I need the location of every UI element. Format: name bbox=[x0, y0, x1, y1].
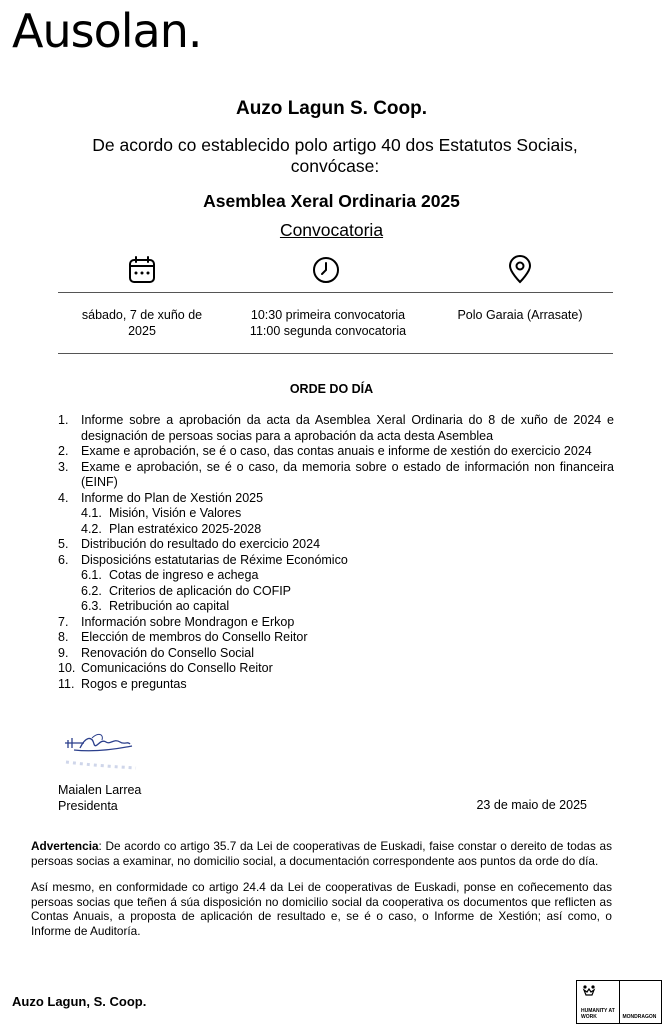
agenda-subitem: 6.2. Criterios de aplicación do COFIP bbox=[81, 583, 292, 598]
agenda-item: 5. Distribución do resultado do exercicio 2024 bbox=[58, 537, 321, 551]
warning-label: Advertencia bbox=[31, 839, 99, 853]
signatory-role: Presidenta bbox=[58, 799, 118, 813]
event-place: Polo Garaia (Arrasate) bbox=[457, 308, 583, 322]
agenda-subitem: 6.1. Cotas de ingreso e achega bbox=[81, 568, 259, 582]
agenda-item: 8. Elección de membros do Consello Reitor bbox=[58, 630, 308, 644]
warning-text: : De acordo co artigo 35.7 da Lei de cooperativas de Euskadi, faise constar o dereito de todas as persoas socias a examinar, no domicilio social, a documentación correspondente aos puntos da orde do día. bbox=[31, 839, 612, 868]
intro-text: De acordo co establecido polo artigo 40 dos Estatutos Sociais, convócase: bbox=[92, 135, 578, 176]
clock-icon bbox=[311, 255, 341, 285]
agenda-item: 7. Información sobre Mondragon e Erkop bbox=[58, 614, 295, 629]
organization-title: Auzo Lagun S. Coop. bbox=[235, 98, 428, 119]
agenda-subitem: 4.1. Misión, Visión e Valores bbox=[81, 506, 242, 520]
humanity-at-work-badge bbox=[577, 981, 619, 1023]
agenda-item: 9. Renovación do Consello Social bbox=[58, 645, 255, 660]
humanity-at-work-text: HUMANITY AT WORK bbox=[581, 1008, 615, 1020]
location-pin-icon bbox=[505, 255, 535, 285]
divider-bottom bbox=[58, 353, 613, 354]
footer-badges bbox=[576, 980, 662, 1024]
agenda-item: 4. Informe do Plan de Xestión 2025 bbox=[58, 490, 264, 505]
signatory-name: Maialen Larrea bbox=[58, 783, 142, 797]
legal-notes bbox=[31, 839, 612, 950]
ausolan-logo: Ausolan. bbox=[12, 4, 202, 58]
assembly-title: Asemblea Xeral Ordinaria 2025 bbox=[203, 191, 460, 211]
documents-paragraph: Así mesmo, en conformidade co artigo 24.4 da Lei de cooperativas de Euskadi, ponse en coñecemento das persoas socias que teñen á súa disposición no domicilio social da cooperativa os documentos que reflicten as Contas Anuais, a proposta de aplicación de resultado e, se é o caso, o Informe de Xestión; así como, o Informe de Auditoría. bbox=[31, 880, 612, 938]
time-second: 11:00 segunda convocatoria bbox=[249, 323, 407, 338]
agenda-item: 1. Informe sobre a aprobación da acta da Asemblea Xeral Ordinaria do 8 de xuño de 2024 e designación de persoas socias para a aprobación da acta desta Asemblea bbox=[58, 413, 614, 443]
convocation-heading: Convocatoria bbox=[279, 220, 384, 240]
time-first: 10:30 primeira convocatoria bbox=[250, 308, 406, 322]
agenda-subitem: 6.3. Retribución ao capital bbox=[81, 599, 230, 613]
warning-paragraph bbox=[31, 839, 612, 868]
signatory bbox=[58, 782, 141, 814]
agenda-item: 2. Exame e aprobación, se é o caso, das contas anuais e informe de xestión do exercicio 2024 bbox=[58, 444, 592, 458]
agenda-list bbox=[58, 413, 614, 692]
footer-organization: Auzo Lagun, S. Coop. bbox=[12, 994, 147, 1009]
mondragon-badge bbox=[619, 981, 662, 1023]
mondragon-text: MONDRAGON bbox=[622, 1013, 657, 1020]
divider-top bbox=[58, 292, 613, 293]
agenda-item: 3. Exame e aprobación, se é o caso, da memoria sobre o estado de información non financeira (EINF) bbox=[58, 459, 614, 489]
agenda-item: 10. Comunicacións do Consello Reitor bbox=[58, 661, 273, 675]
handwritten-signature bbox=[62, 726, 142, 774]
event-times bbox=[230, 308, 426, 339]
event-date: sábado, 7 de xuño de 2025 bbox=[81, 308, 203, 338]
calendar-icon bbox=[127, 255, 157, 285]
agenda-item: 11. Rogos e preguntas bbox=[58, 676, 187, 691]
agenda-subitem: 4.2. Plan estratéxico 2025-2028 bbox=[81, 521, 262, 536]
agenda-heading: ORDE DO DÍA bbox=[289, 382, 374, 396]
signature-date: 23 de maio de 2025 bbox=[476, 798, 587, 812]
crown-icon bbox=[582, 984, 596, 998]
agenda-item: 6. Disposicións estatutarias de Réxime Económico bbox=[58, 552, 348, 567]
